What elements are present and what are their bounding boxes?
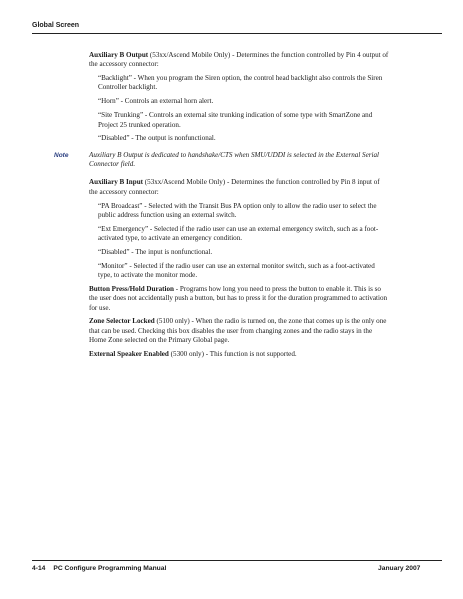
note-label: Note <box>54 151 69 159</box>
button-press-term: Button Press/Hold Duration <box>89 284 175 293</box>
button-press-paragraph <box>89 285 389 313</box>
aux-b-input-option-pa-broadcast: “PA Broadcast” - Selected with the Transit Bus PA option only to allow the radio user to select the public address function using an external switch. <box>98 201 377 219</box>
page-number: 4-14 <box>32 565 46 572</box>
footer-date: January 2007 <box>378 565 421 572</box>
manual-title: PC Configure Programming Manual <box>53 565 167 572</box>
page-body <box>54 51 389 364</box>
running-header: Global Screen <box>32 22 80 29</box>
aux-b-output-option-backlight: “Backlight” - When you program the Siren option, the control head backlight also controls the Siren Controller backlight. <box>98 74 383 92</box>
aux-b-output-term: Auxiliary B Output <box>89 51 149 59</box>
aux-b-output-desc: (53xx/Ascend Mobile Only) - Determines the function controlled by Pin 4 output of the accessory connector: <box>89 51 389 69</box>
aux-b-input-desc: (53xx/Ascend Mobile Only) - Determines the function controlled by Pin 8 input of the accessory connector: <box>89 178 380 196</box>
aux-b-input-option-ext-emergency: “Ext Emergency” - Selected if the radio user can use an external emergency switch, such as a foot-activated type, to activate an emergency condition. <box>98 224 379 243</box>
aux-b-output-paragraph <box>89 51 389 70</box>
footer-rule <box>32 560 442 561</box>
header-rule <box>32 33 442 34</box>
ext-speaker-paragraph <box>89 350 389 359</box>
ext-speaker-term: External Speaker Enabled <box>89 349 169 358</box>
aux-b-output-option-site-trunking: “Site Trunking” - Controls an external site trunking indication of some type with SmartZone and Project 25 trunked operation. <box>98 111 373 129</box>
aux-b-output-option-horn: “Horn” - Controls an external horn alert. <box>98 97 214 106</box>
ext-speaker-desc: (5300 only) - This function is not supported. <box>168 349 297 358</box>
aux-b-input-paragraph <box>89 178 389 197</box>
note-text: Auxiliary B Output is dedicated to handshake/CTS when SMU/UDDI is selected in the External Serial Connector field. <box>89 150 380 169</box>
aux-b-input-option-monitor: “Monitor” - Selected if the radio user can use an external monitor switch, such as a foot-activated type, to activate the monitor mode. <box>98 261 375 280</box>
zone-selector-paragraph <box>89 317 389 345</box>
aux-b-input-term: Auxiliary B Input <box>89 178 144 187</box>
aux-b-input-option-disabled: “Disabled” - The input is nonfunctional. <box>98 247 213 256</box>
button-press-desc: - Programs how long you need to press the button to enable it. This is so the user does not accidentally push a button, but has to press it for the duration programmed to activation for use. <box>89 284 388 312</box>
zone-selector-desc: (5100 only) - When the radio is turned on, the zone that comes up is the only one that can be used. Checking this box disables the user from changing zones and the radio stays in the Home Zone selected on the Primary Global page. <box>89 317 387 345</box>
footer-left <box>32 565 166 572</box>
note-block <box>54 150 389 170</box>
aux-b-output-option-disabled: “Disabled” - The output is nonfunctional. <box>98 134 216 143</box>
zone-selector-term: Zone Selector Locked <box>89 317 155 326</box>
